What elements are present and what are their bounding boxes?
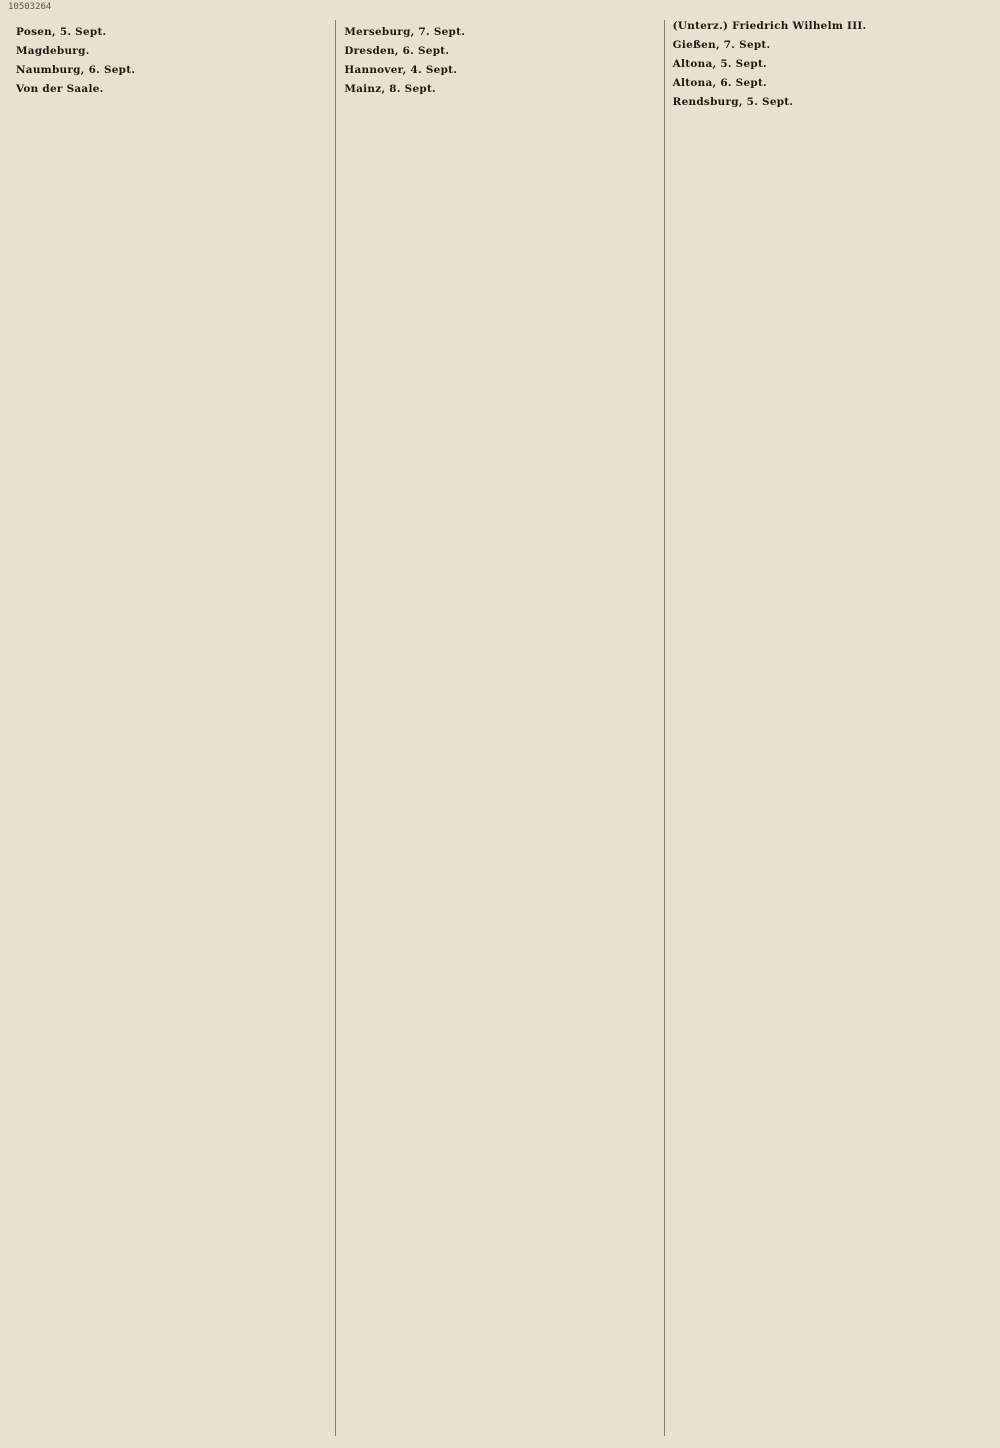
article-dateline: (Unterz.) Friedrich Wilhelm III. [672, 20, 867, 32]
article-dateline: Dresden, 6. Sept. [344, 44, 450, 57]
article [16, 64, 327, 77]
article-dateline: Hannover, 4. Sept. [344, 63, 458, 76]
article-dateline: Posen, 5. Sept. [16, 26, 107, 38]
article-dateline: Naumburg, 6. Sept. [16, 63, 136, 76]
article-dateline: Altona, 5. Sept. [672, 57, 767, 70]
article [673, 39, 984, 52]
article [16, 83, 327, 96]
article [673, 96, 984, 109]
article-dateline: Von der Saale. [16, 82, 104, 95]
article-dateline: Altona, 6. Sept. [672, 76, 767, 89]
article [16, 45, 327, 58]
column-3 [664, 20, 992, 1436]
article-dateline: Rendsburg, 5. Sept. [672, 95, 794, 108]
column-2 [335, 20, 663, 1436]
article [673, 77, 984, 90]
article [344, 83, 655, 96]
page-number: 10503264 [8, 2, 52, 12]
article [344, 45, 655, 58]
article [673, 58, 984, 71]
article [673, 20, 984, 33]
article-dateline: Mainz, 8. Sept. [344, 82, 436, 95]
article-dateline: Magdeburg. [16, 44, 90, 57]
article-dateline: Gießen, 7. Sept. [672, 38, 771, 51]
article-dateline: Merseburg, 7. Sept. [344, 26, 466, 38]
article [344, 26, 655, 39]
columns [8, 20, 992, 1436]
article [344, 64, 655, 77]
article [16, 26, 327, 39]
column-1 [8, 20, 335, 1436]
